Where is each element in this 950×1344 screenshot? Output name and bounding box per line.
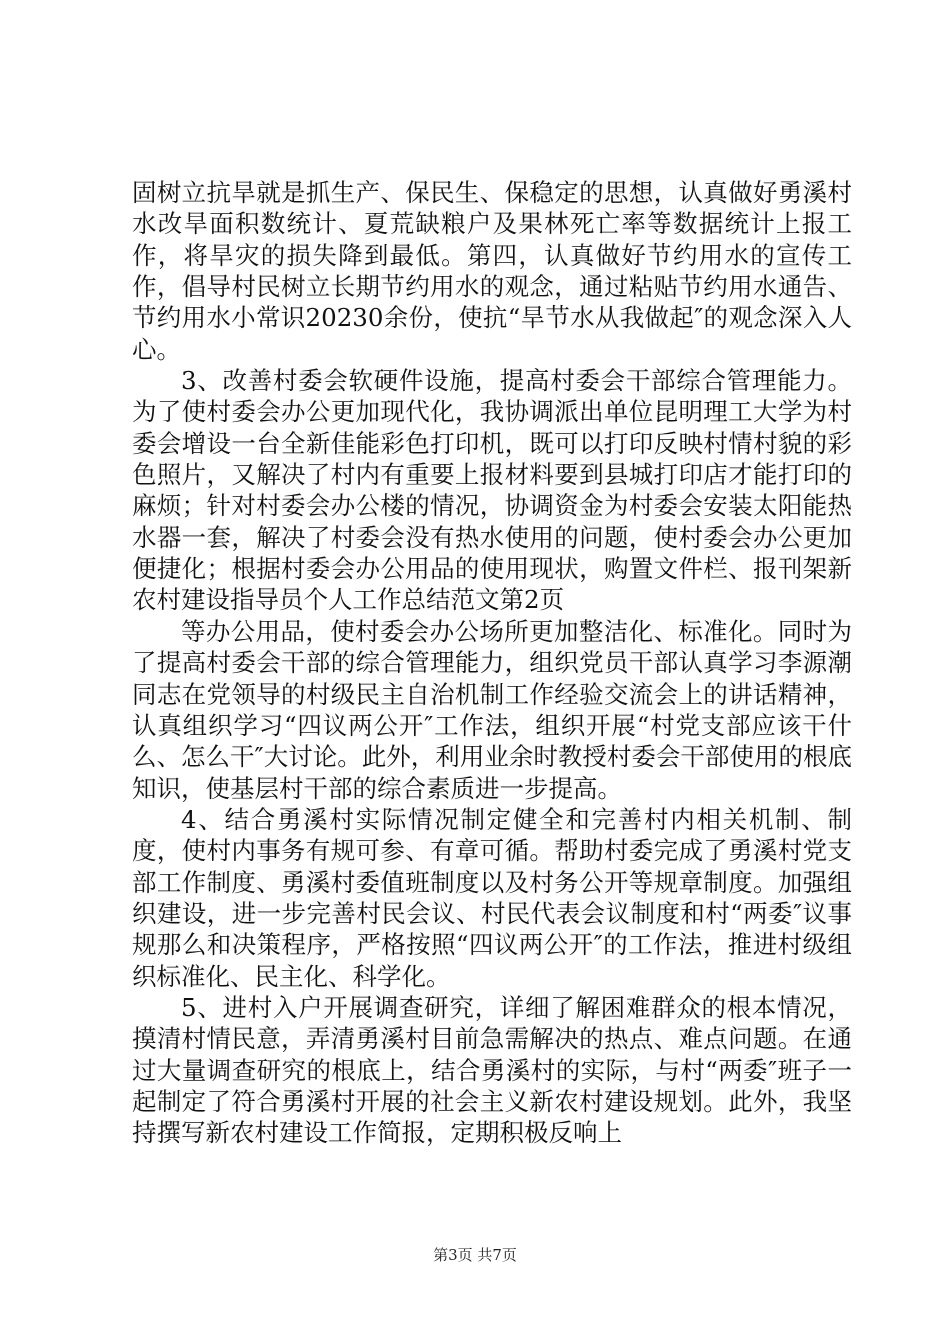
paragraph-2: 3、改善村委会软硬件设施，提高村委会干部综合管理能力。为了使村委会办公更加现代化，我协调派出单位昆明理工大学为村委会增设一台全新佳能彩色打印机，既可以打印反映村情村貌的彩色照片，又解决了村内有重要上报材料要到县城打印店才能打印的麻烦；针对村委会办公楼的情况，协调资金为村委会安装太阳能热水器一套，解决了村委会没有热水使用的问题，使村委会办公更加便捷化；根据村委会办公用品的使用现状，购置文件栏、报刊架新农村建设指导员个人工作总结范文第2页 [132,366,852,615]
paragraph-3: 等办公用品，使村委会办公场所更加整洁化、标准化。同时为了提高村委会干部的综合管理能力，组织党员干部认真学习李源潮同志在党领导的村级民主自治机制工作经验交流会上的讲话精神，认真组织学习“四议两公开″工作法，组织开展“村党支部应该干什么、怎么干″大讨论。此外，利用业余时教授村委会干部使用的根底知识，使基层村干部的综合素质进一步提高。 [132,616,852,803]
document-body [132,177,852,1149]
page-number-label: 第3页 共7页 [433,1246,517,1264]
paragraph-1: 固树立抗旱就是抓生产、保民生、保稳定的思想，认真做好勇溪村水改旱面积数统计、夏荒缺粮户及果林死亡率等数据统计上报工作，将旱灾的损失降到最低。第四，认真做好节约用水的宣传工作，倡导村民树立长期节约用水的观念，通过粘贴节约用水通告、节约用水小常识20230余份，使抗“旱节水从我做起″的观念深入人心。 [132,178,852,364]
paragraph-5: 5、进村入户开展调查研究，详细了解困难群众的根本情况，摸清村情民意，弄清勇溪村目前急需解决的热点、难点问题。在通过大量调查研究的根底上，结合勇溪村的实际，与村“两委″班子一起制定了符合勇溪村开展的社会主义新农村建设规划。此外，我坚持撰写新农村建设工作简报，定期积极反响上 [132,992,852,1148]
page-footer [0,1245,950,1265]
paragraph-4: 4、结合勇溪村实际情况制定健全和完善村内相关机制、制度，使村内事务有规可参、有章可循。帮助村委完成了勇溪村党支部工作制度、勇溪村委值班制度以及村务公开等规章制度。加强组织建设，进一步完善村民会议、村民代表会议制度和村“两委″议事规那么和决策程序，严格按照“四议两公开″的工作法，推进村级组织标准化、民主化、科学化。 [132,804,852,991]
